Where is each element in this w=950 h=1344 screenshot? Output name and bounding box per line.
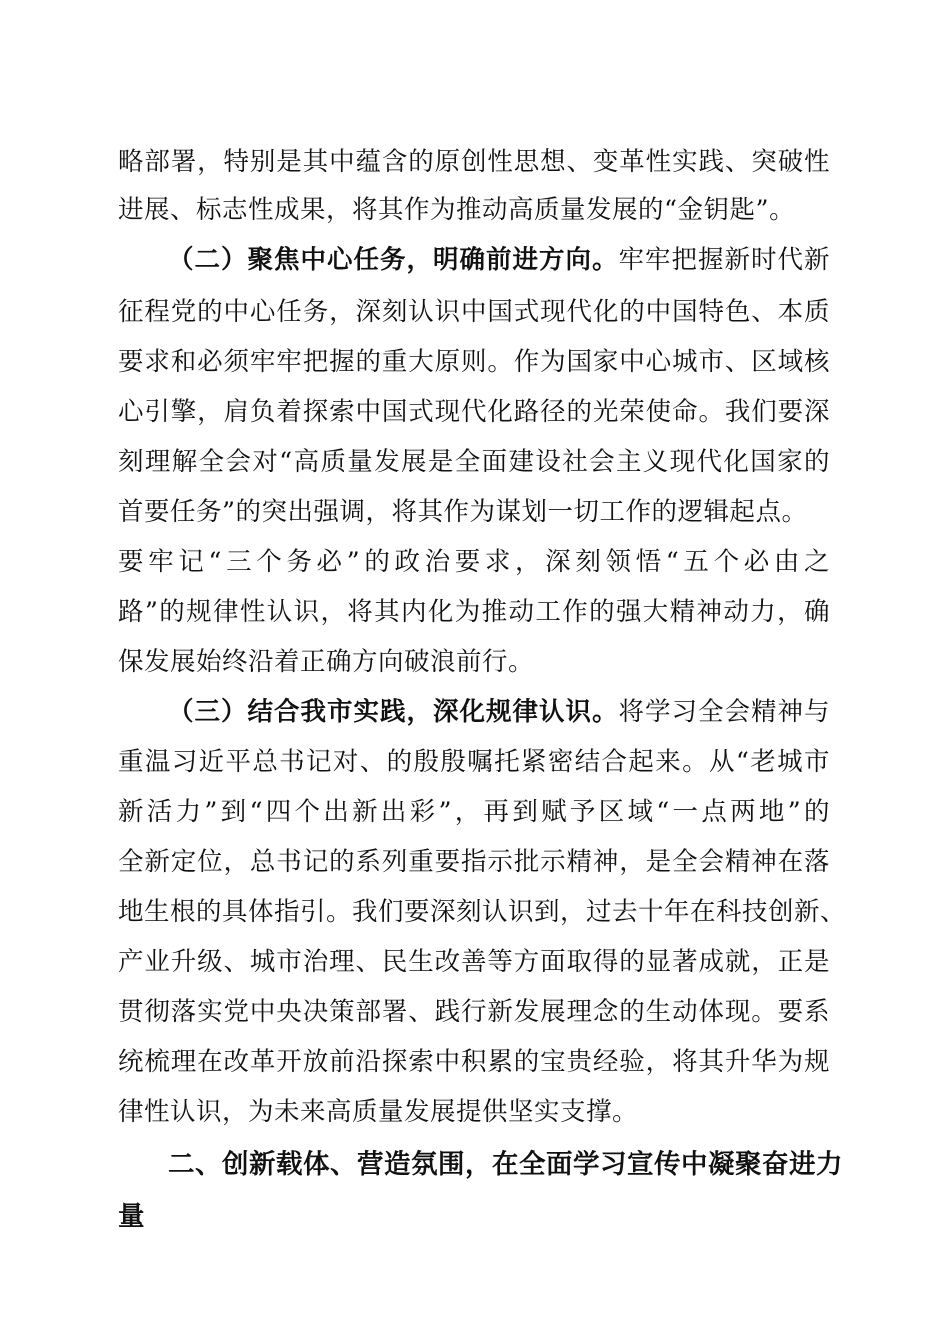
paragraph-line: 路”的规律性认识，将其内化为推动工作的强大精神动力，确: [118, 597, 830, 627]
paragraph-line: 要牢记“三个务必”的政治要求，深刻领悟“五个必由之: [118, 547, 830, 577]
paragraph-line: 地生根的具体指引。我们要深刻认识到，过去十年在科技创新、: [118, 897, 847, 927]
paragraph-line: 征程党的中心任务，深刻认识中国式现代化的中国特色、本质: [118, 297, 830, 327]
chapter-heading: 二、创新载体、营造氛围，在全面学习宣传中凝聚奋进力: [168, 1149, 843, 1180]
chapter-heading-continuation: 量: [118, 1201, 145, 1232]
paragraph-line: 要求和必须牢牢把握的重大原则。作为国家中心城市、区域核: [118, 347, 830, 377]
paragraph-line: 统梳理在改革开放前沿探索中积累的宝贵经验，将其升华为规: [118, 1047, 830, 1077]
section-2-title: （二）聚焦中心任务，明确前进方向。: [168, 245, 619, 275]
paragraph-line: 刻理解全会对“高质量发展是全面建设社会主义现代化国家的: [118, 447, 830, 477]
paragraph-line: 全新定位，总书记的系列重要指示批示精神，是全会精神在落: [118, 847, 830, 877]
section-2-first-line: （二）聚焦中心任务，明确前进方向。牢牢把握新时代新: [168, 245, 830, 275]
paragraph-line: 进展、标志性成果，将其作为推动高质量发展的“金钥匙”。: [118, 195, 796, 225]
paragraph-line: 贯彻落实党中央决策部署、践行新发展理念的生动体现。要系: [118, 997, 830, 1027]
section-3-title: （三）结合我市实践，深化规律认识。: [168, 697, 619, 727]
paragraph-line: 首要任务”的突出强调，将其作为谋划一切工作的逻辑起点。: [118, 497, 808, 527]
paragraph-line: 心引擎，肩负着探索中国式现代化路径的光荣使命。我们要深: [118, 397, 830, 427]
paragraph-line: 略部署，特别是其中蕴含的原创性思想、变革性实践、突破性: [118, 147, 830, 177]
paragraph-line: 律性认识，为未来高质量发展提供坚实支撑。: [118, 1097, 639, 1127]
section-3-first-line: （三）结合我市实践，深化规律认识。将学习全会精神与: [168, 697, 830, 727]
paragraph-line: 重温习近平总书记对、的殷殷嘱托紧密结合起来。从“老城市: [118, 747, 830, 777]
paragraph-line: 新活力”到“四个出新出彩”，再到赋予区域“一点两地”的: [118, 797, 830, 827]
paragraph-line: 保发展始终沿着正确方向破浪前行。: [118, 647, 535, 677]
paragraph-line: 产业升级、城市治理、民生改善等方面取得的显著成就，正是: [118, 947, 830, 977]
